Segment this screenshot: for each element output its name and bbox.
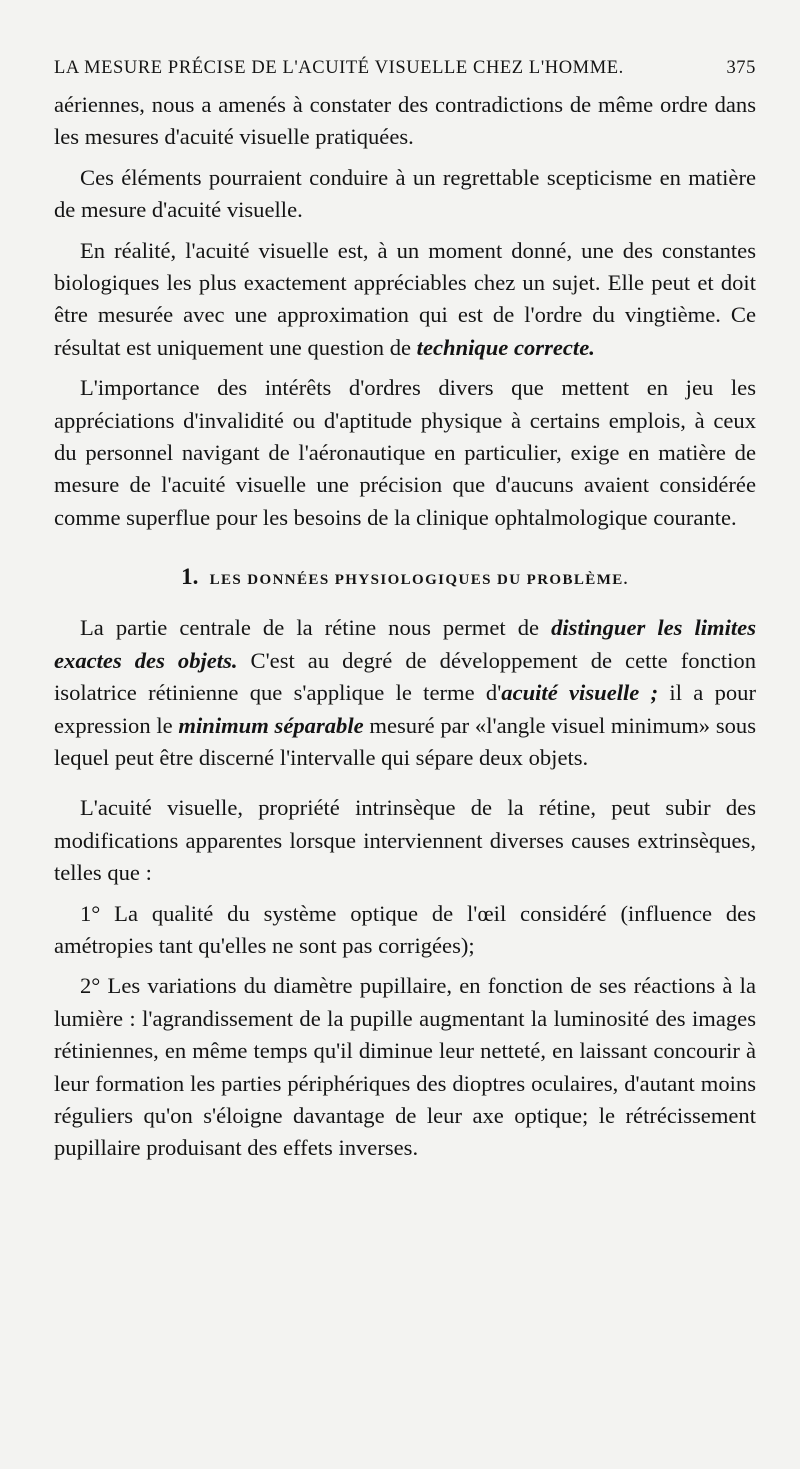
paragraph-retina-text-b: C'est au degré de développement de cette fonction isolatrice rétinienne que s'applique le terme d' — [54, 647, 756, 706]
paragraph-importance: L'importance des intérêts d'ordres divers que mettent en jeu les appréciations d'invalidité ou d'aptitude physique à certains emplois, à ceux du personnel navigant de l'aéronautique en particulier, exige en matière de mesure de l'acuité visuelle une précision que d'aucuns avaient considérée comme superflue pour les besoins de la clinique ophtalmologique courante. — [54, 375, 756, 530]
paragraph-causes: L'acuité visuelle, propriété intrinsèque de la rétine, peut subir des modifications apparentes lorsque interviennent diverses causes extrinsèques, telles que : — [54, 795, 756, 886]
running-head — [54, 58, 756, 79]
paragraph-retina-text-c: il a pour expression le — [54, 680, 756, 738]
list-item-2: 2° Les variations du diamètre pupillaire, en fonction de ses réactions à la lumière : l'agrandissement de la pupille augmentant la luminosité des images rétiniennes, en même temps qu'il diminue leur netteté, en laissant concourir à leur formation les parties périphériques des dioptres oculaires, d'autant moins réguliers qu'on s'éloigne davantage de leur axe optique; le rétrécissement pupillaire produisant des effets inverses. — [54, 973, 756, 1161]
paragraph-continued: aériennes, nous a amenés à constater des contradictions de même ordre dans les mesures d'acuité visuelle pratiquées. — [54, 92, 756, 150]
emphasis-technique: technique correcte. — [416, 334, 595, 360]
paragraph-reality — [54, 235, 756, 365]
emphasis-acuite: acuité visuelle ; — [501, 680, 659, 706]
section-title: LES DONNÉES PHYSIOLOGIQUES DU PROBLÈME. — [209, 572, 629, 589]
list-item-1: 1° La qualité du système optique de l'œil considéré (influence des amétropies tant qu'elles ne sont pas corrigées); — [54, 900, 756, 958]
running-title: LA MESURE PRÉCISE DE L'ACUITÉ VISUELLE CHEZ L'HOMME. — [54, 58, 624, 78]
section-heading — [54, 564, 756, 590]
section-number: 1. — [181, 564, 199, 590]
paragraph-retina-text-d: mesuré par «l'angle visuel minimum» sous lequel peut être discerné l'intervalle qui sépare deux objets. — [54, 712, 757, 770]
paragraph-scepticism: Ces éléments pourraient conduire à un regrettable scepticisme en matière de mesure d'acuité visuelle. — [54, 164, 756, 223]
emphasis-minimum: minimum séparable — [178, 712, 364, 738]
paragraph-reality-text: En réalité, l'acuité visuelle est, à un moment donné, une des constantes biologiques les plus exactement appréciables chez un sujet. Elle peut et doit être mesurée avec une approximation qui est de l'ordre du vingtième. Ce résultat est uniquement une question de — [54, 237, 756, 360]
paragraph-retina — [54, 612, 756, 774]
page-number: 375 — [726, 58, 756, 78]
emphasis-distinguer: distinguer les limites exactes des objets. — [54, 615, 756, 673]
paragraph-retina-text-a: La partie centrale de la rétine nous permet de — [80, 615, 552, 641]
